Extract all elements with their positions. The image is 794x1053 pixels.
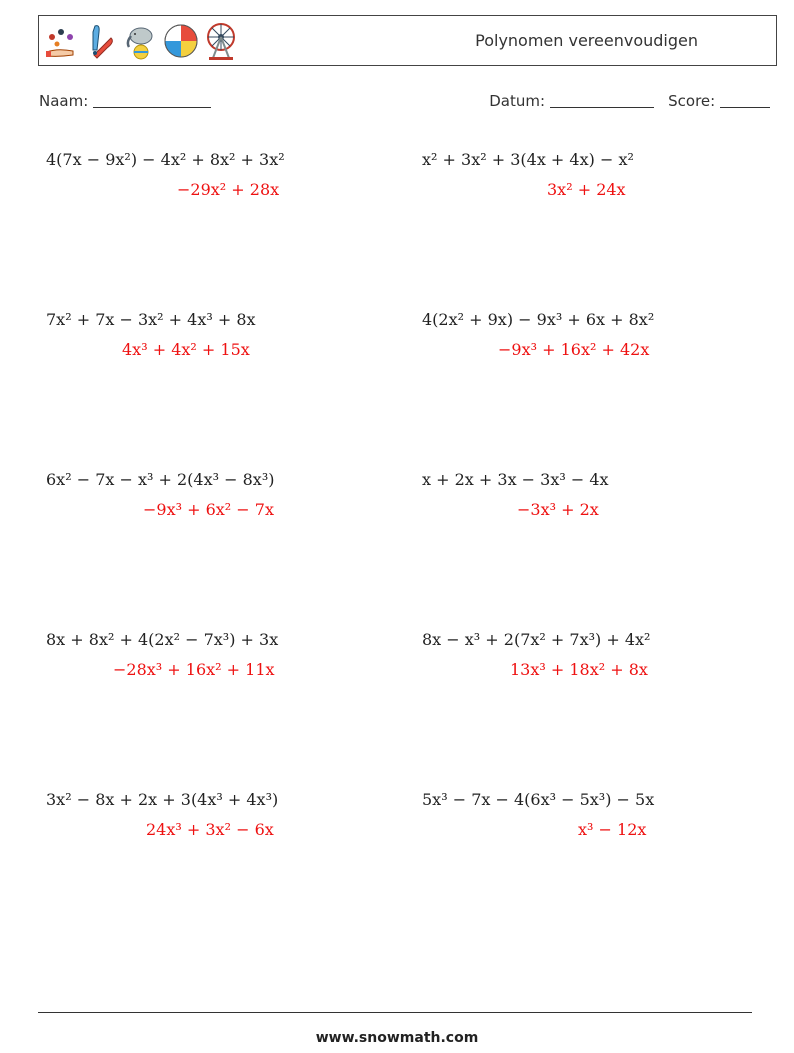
problem-answer: −28x³ + 16x² + 11x xyxy=(113,660,275,679)
problem-expression: 8x − x³ + 2(7x² + 7x³) + 4x² xyxy=(422,630,651,649)
name-line[interactable] xyxy=(93,93,211,108)
page-title: Polynomen vereenvoudigen xyxy=(475,31,698,50)
footer-divider xyxy=(38,1012,752,1013)
problem-expression: x + 2x + 3x − 3x³ − 4x xyxy=(422,470,609,489)
problem-expression: x² + 3x² + 3(4x + 4x) − x² xyxy=(422,150,634,169)
beach-ball-icon xyxy=(163,20,199,62)
problem-expression: 4(2x² + 9x) − 9x³ + 6x + 8x² xyxy=(422,310,655,329)
problem-answer: 4x³ + 4x² + 15x xyxy=(122,340,250,359)
problem-expression: 5x³ − 7x − 4(6x³ − 5x³) − 5x xyxy=(422,790,655,809)
problem-answer: −29x² + 28x xyxy=(177,180,280,199)
juggling-pins-icon xyxy=(83,20,119,62)
problem-expression: 4(7x − 9x²) − 4x² + 8x² + 3x² xyxy=(46,150,285,169)
problem-answer: x³ − 12x xyxy=(578,820,647,839)
problem-answer: 13x³ + 18x² + 8x xyxy=(510,660,648,679)
header-icons xyxy=(43,20,239,62)
score-line[interactable] xyxy=(720,93,770,108)
circus-elephant-icon xyxy=(123,20,159,62)
problem-answer: −9x³ + 6x² − 7x xyxy=(143,500,274,519)
footer-url[interactable]: www.snowmath.com xyxy=(315,1030,479,1046)
ferris-wheel-icon xyxy=(203,20,239,62)
problem-answer: −9x³ + 16x² + 42x xyxy=(498,340,650,359)
problem-expression: 3x² − 8x + 2x + 3(4x³ + 4x³) xyxy=(46,790,279,809)
problem-answer: 3x² + 24x xyxy=(547,180,626,199)
name-label: Naam: xyxy=(39,92,89,110)
problem-expression: 8x + 8x² + 4(2x² − 7x³) + 3x xyxy=(46,630,279,649)
date-score-fields xyxy=(489,92,770,110)
date-line[interactable] xyxy=(550,93,654,108)
juggling-hand-icon xyxy=(43,20,79,62)
score-label: Score: xyxy=(668,92,716,110)
problem-expression: 6x² − 7x − x³ + 2(4x³ − 8x³) xyxy=(46,470,275,489)
problem-answer: 24x³ + 3x² − 6x xyxy=(146,820,274,839)
problem-answer: −3x³ + 2x xyxy=(517,500,599,519)
header-box xyxy=(38,15,777,66)
problem-expression: 7x² + 7x − 3x² + 4x³ + 8x xyxy=(46,310,256,329)
name-field xyxy=(39,92,211,110)
date-label: Datum: xyxy=(489,92,546,110)
